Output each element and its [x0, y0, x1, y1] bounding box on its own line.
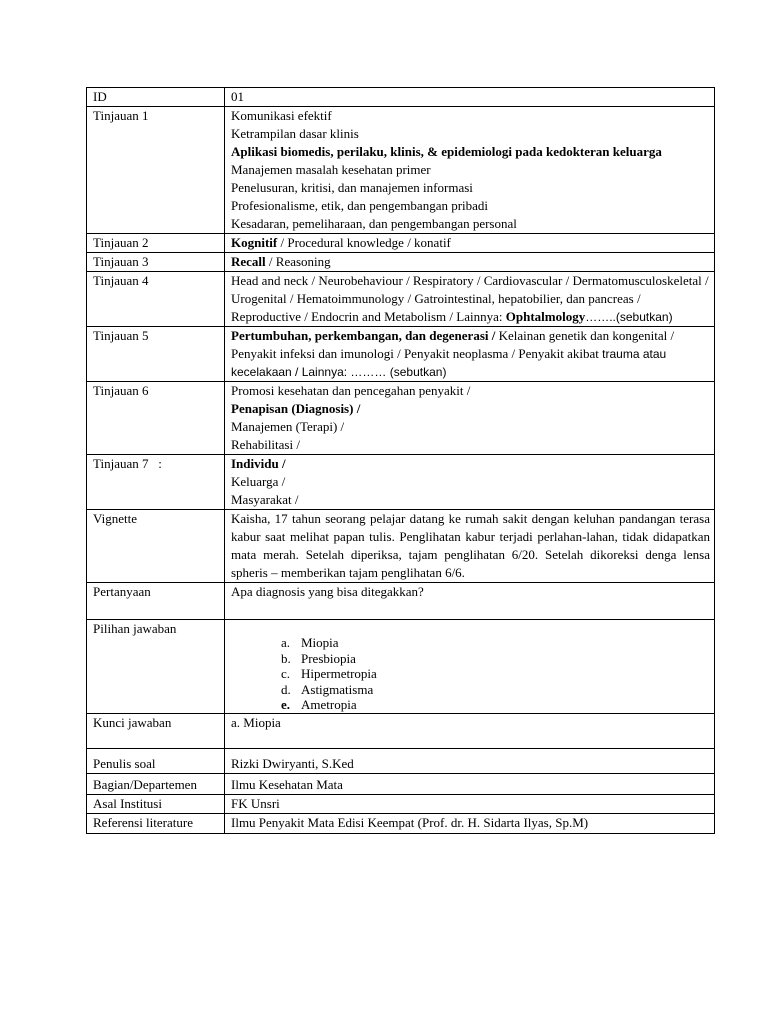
value-penulis-soal: Rizki Dwiryanti, S.Ked: [225, 748, 715, 773]
t2-rest: / Procedural knowledge / konatif: [277, 235, 451, 250]
row-penulis-soal: [87, 748, 715, 773]
label-tinjauan-1: Tinjauan 1: [87, 107, 225, 234]
row-tinjauan-4: [87, 272, 715, 327]
value-vignette: Kaisha, 17 tahun seorang pelajar datang ke rumah sakit dengan keluhan pandangan terasa kabur saat melihat papan tulis. Penglihatan kabur terjadi perlahan-lahan, tidak didapatkan mata merah. Setelah diperiksa, tajam penglihatan 6/20. Setelah dikoreksi denga lensa spheris – memberikan tajam penglihatan 6/6.: [225, 510, 715, 583]
row-tinjauan-6: [87, 382, 715, 455]
option-d: [231, 682, 710, 698]
t4-tail: ……..(sebutkan): [585, 310, 673, 324]
row-tinjauan-7: [87, 455, 715, 510]
t7-item: Masyarakat /: [231, 492, 299, 507]
t5-selected: Pertumbuhan, perkembangan, dan degenerasi /: [231, 328, 496, 343]
value-tinjauan-5: [225, 327, 715, 382]
value-tinjauan-4: [225, 272, 715, 327]
t1-item: Ketrampilan dasar klinis: [231, 126, 359, 141]
option-letter: b.: [281, 650, 291, 666]
t1-item: Komunikasi efektif: [231, 108, 332, 123]
value-kunci-jawaban: a. Miopia: [225, 713, 715, 748]
label-tinjauan-4: Tinjauan 4: [87, 272, 225, 327]
row-vignette: [87, 510, 715, 583]
row-referensi: [87, 813, 715, 833]
option-text: Ametropia: [301, 697, 357, 712]
label-pilihan-jawaban: Pilihan jawaban: [87, 620, 225, 714]
row-pertanyaan: [87, 583, 715, 620]
row-tinjauan-5: [87, 327, 715, 382]
row-tinjauan-2: [87, 234, 715, 253]
value-tinjauan-6: [225, 382, 715, 455]
t4-text: Head and neck / Neurobehaviour / Respiratory / Cardiovascular / Dermatomusculoskeletal / Urogenital / Hematoimmunology / Gatrointestinal, hepatobilier, dan pancreas / Reproductive / Endocrin and Metabolism / Lainnya:: [231, 273, 709, 324]
answer-options: [231, 635, 710, 713]
value-id: 01: [225, 88, 715, 107]
label-tinjauan-3: Tinjauan 3: [87, 253, 225, 272]
label-tinjauan-2: Tinjauan 2: [87, 234, 225, 253]
value-tinjauan-1: [225, 107, 715, 234]
t1-item-selected: Aplikasi biomedis, perilaku, klinis, & epidemiologi pada kedokteran keluarga: [231, 144, 662, 159]
t7-item-selected: Individu /: [231, 456, 286, 471]
t6-item: Rehabilitasi /: [231, 437, 300, 452]
t6-item-selected: Penapisan (Diagnosis) /: [231, 401, 361, 416]
t5-text: Kelainan genetik dan kongenital / Penyakit infeksi dan imunologi / Penyakit neoplasma / Penyakit akibat: [231, 328, 675, 361]
option-letter: a.: [281, 635, 291, 650]
t1-item: Kesadaran, pemeliharaan, dan pengembangan personal: [231, 216, 517, 231]
label-vignette: Vignette: [87, 510, 225, 583]
t6-item: Promosi kesehatan dan pencegahan penyakit /: [231, 383, 471, 398]
t4-selected: Ophtalmology: [505, 309, 586, 324]
option-c: [231, 666, 710, 682]
value-referensi: Ilmu Penyakit Mata Edisi Keempat (Prof. dr. H. Sidarta Ilyas, Sp.M): [225, 813, 715, 833]
label-kunci-jawaban: Kunci jawaban: [87, 713, 225, 748]
t3-selected: Recall: [231, 254, 266, 269]
t3-rest: / Reasoning: [265, 254, 331, 269]
label-id: ID: [87, 88, 225, 107]
row-kunci-jawaban: [87, 713, 715, 748]
option-b: [231, 651, 710, 667]
row-tinjauan-3: [87, 253, 715, 272]
value-pilihan-jawaban: [225, 620, 715, 714]
row-bagian: [87, 773, 715, 794]
option-text: Presbiopia: [301, 650, 356, 666]
t5-tail: trauma atau kecelakaan / Lainnya: ……… (sebutkan): [231, 347, 667, 379]
option-e: [231, 697, 710, 713]
option-letter: e.: [281, 697, 291, 712]
value-asal-institusi: FK Unsri: [225, 794, 715, 813]
option-text: Astigmatisma: [301, 681, 374, 697]
value-tinjauan-7: [225, 455, 715, 510]
t7-item: Keluarga /: [231, 474, 286, 489]
option-text: Miopia: [301, 635, 339, 650]
option-text: Hipermetropia: [301, 666, 377, 681]
option-a: [231, 635, 710, 651]
value-pertanyaan: Apa diagnosis yang bisa ditegakkan?: [225, 583, 715, 620]
value-bagian: Ilmu Kesehatan Mata: [225, 773, 715, 794]
label-referensi: Referensi literature: [87, 813, 225, 833]
t1-item: Manajemen masalah kesehatan primer: [231, 162, 431, 177]
label-tinjauan-7: Tinjauan 7 :: [87, 455, 225, 510]
t6-item: Manajemen (Terapi) /: [231, 419, 345, 434]
value-tinjauan-2: [225, 234, 715, 253]
option-letter: c.: [281, 666, 291, 681]
label-tinjauan-6: Tinjauan 6: [87, 382, 225, 455]
question-form-table: [86, 87, 715, 834]
t2-selected: Kognitif: [231, 235, 278, 250]
label-asal-institusi: Asal Institusi: [87, 794, 225, 813]
label-bagian: Bagian/Departemen: [87, 773, 225, 794]
row-pilihan-jawaban: [87, 620, 715, 714]
label-tinjauan-5: Tinjauan 5: [87, 327, 225, 382]
row-tinjauan-1: [87, 107, 715, 234]
row-id: [87, 88, 715, 107]
option-letter: d.: [281, 681, 291, 697]
t1-item: Penelusuran, kritisi, dan manajemen informasi: [231, 180, 473, 195]
row-asal-institusi: [87, 794, 715, 813]
t1-item: Profesionalisme, etik, dan pengembangan pribadi: [231, 198, 489, 213]
value-tinjauan-3: [225, 253, 715, 272]
label-pertanyaan: Pertanyaan: [87, 583, 225, 620]
label-penulis-soal: Penulis soal: [87, 748, 225, 773]
